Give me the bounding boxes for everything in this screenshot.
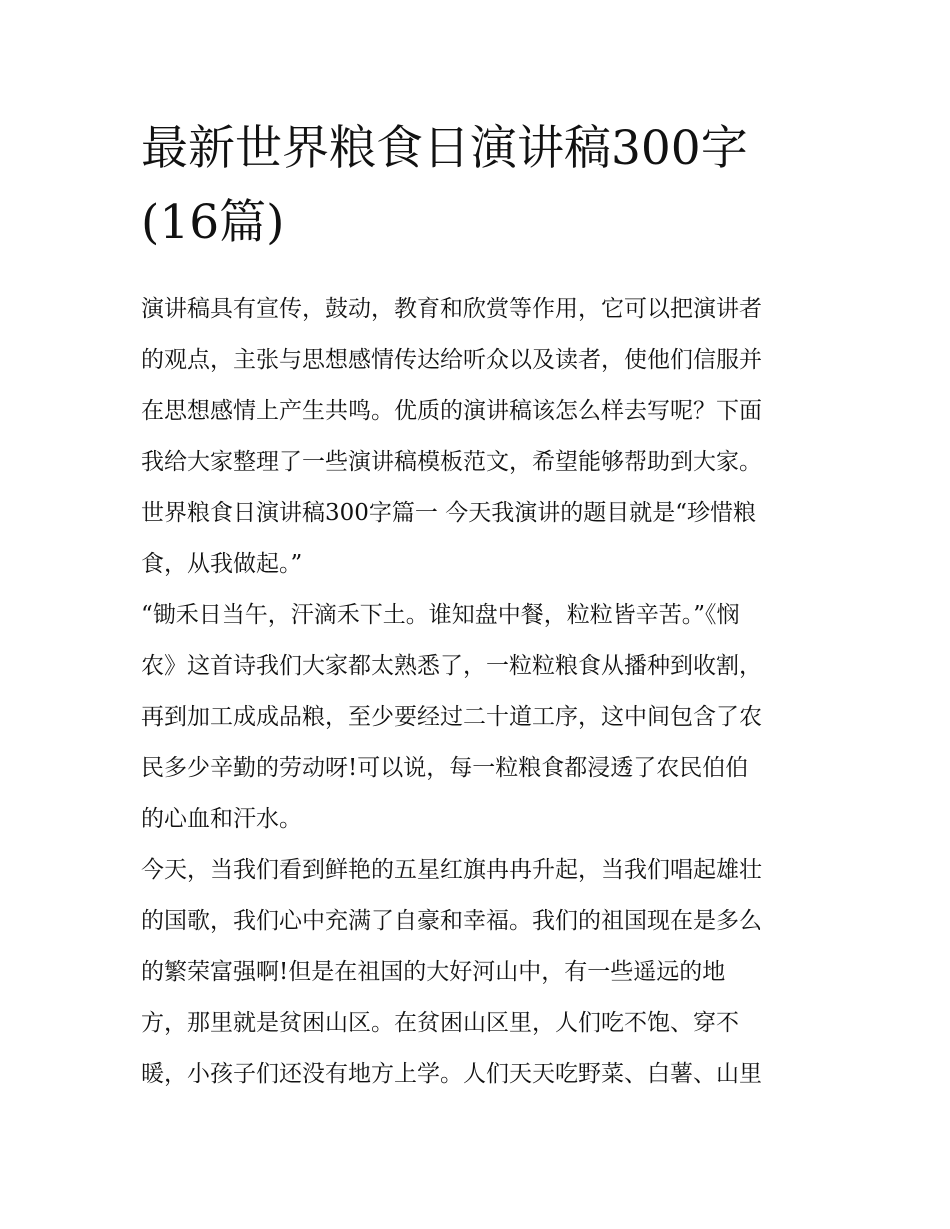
body-line: 的观点，主张与思想感情传达给听众以及读者，使他们信服并	[141, 347, 762, 373]
body-line: 的国歌，我们心中充满了自豪和幸福。我们的祖国现在是多么	[141, 908, 762, 934]
body-line: 今天，当我们看到鲜艳的五星红旗冉冉升起，当我们唱起雄壮	[141, 857, 762, 883]
body-line: 世界粮食日演讲稿300字篇一 今天我演讲的题目就是“珍惜粮	[141, 500, 756, 526]
body-line: 在思想感情上产生共鸣。优质的演讲稿该怎么样去写呢？下面	[141, 398, 762, 424]
document-body	[141, 284, 813, 1100]
document-content	[141, 112, 813, 1100]
body-line: 农》这首诗我们大家都太熟悉了，一粒粒粮食从播种到收割，	[141, 653, 762, 679]
body-line: 食，从我做起。”	[141, 551, 303, 577]
title-line: 最新世界粮食日演讲稿300字	[141, 121, 748, 176]
body-line: 暖，小孩子们还没有地方上学。人们天天吃野菜、白薯、山里	[141, 1061, 762, 1087]
body-line: 民多少辛勤的劳动呀!可以说，每一粒粮食都浸透了农民伯伯	[141, 755, 749, 781]
body-line: “锄禾日当午，汗滴禾下土。谁知盘中餐，粒粒皆辛苦。”《悯	[141, 602, 740, 628]
body-line: 再到加工成成品粮，至少要经过二十道工序，这中间包含了农	[141, 704, 762, 730]
body-line: 的心血和汗水。	[141, 806, 302, 832]
body-line: 演讲稿具有宣传，鼓动，教育和欣赏等作用，它可以把演讲者	[141, 296, 762, 322]
body-line: 的繁荣富强啊!但是在祖国的大好河山中，有一些遥远的地	[141, 959, 726, 985]
body-line: 方，那里就是贫困山区。在贫困山区里，人们吃不饱、穿不	[141, 1010, 739, 1036]
title-line: (16篇)	[141, 195, 285, 250]
document-title	[141, 112, 813, 260]
body-line: 我给大家整理了一些演讲稿模板范文，希望能够帮助到大家。	[141, 449, 762, 475]
